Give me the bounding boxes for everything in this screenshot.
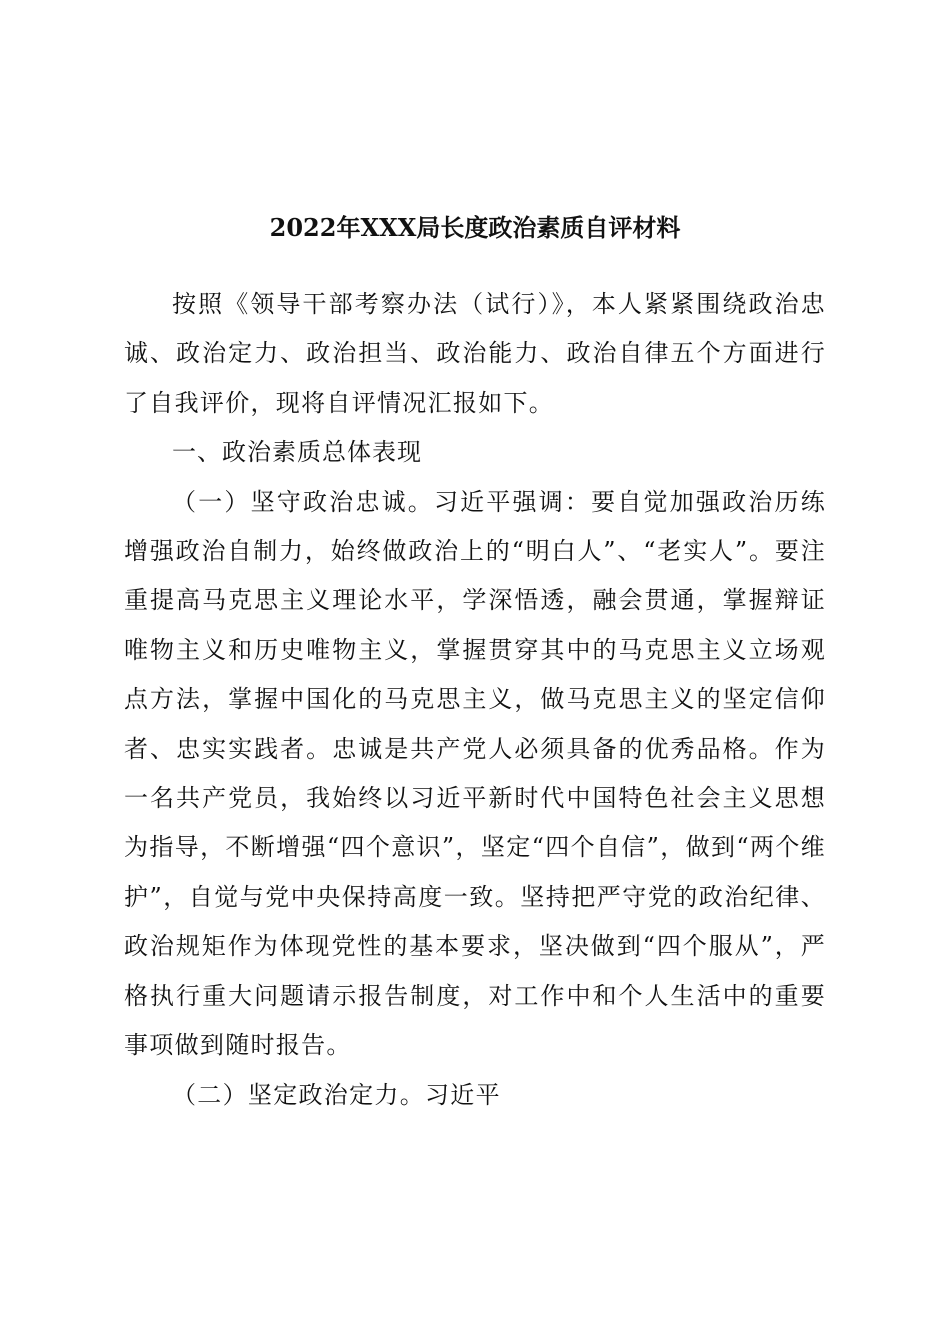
subsection-2-paragraph: （二）坚定政治定力。习近平 [172,1080,501,1109]
document-title: 2022年XXX局长度政治素质自评材料 [269,213,681,242]
subsection-1-paragraph: （一）坚守政治忠诚。习近平强调：要自觉加强政治历练增强政治自制力，始终做政治上的“明白人”、“老实人”。要注重提高马克思主义理论水平，学深悟透，融会贯通，掌握辩证唯物主义和历史唯物主义，掌握贯穿其中的马克思主义立场观点方法，掌握中国化的马克思主义，做马克思主义的坚定信仰者、忠实实践者。忠诚是共产党人必须具备的优秀品格。作为一名共产党员，我始终以习近平新时代中国特色社会主义思想为指导，不断增强“四个意识”，坚定“四个自信”，做到“两个维护”，自觉与党中央保持高度一致。坚持把严守党的政治纪律、政治规矩作为体现党性的基本要求，坚决做到“四个服从”，严格执行重大问题请示报告制度，对工作中和个人生活中的重要事项做到随时报告。 [124,487,826,1060]
document-body [124,280,826,1120]
intro-paragraph: 按照《领导干部考察办法（试行）》，本人紧紧围绕政治忠诚、政治定力、政治担当、政治能力、政治自律五个方面进行了自我评价，现将自评情况汇报如下。 [124,290,826,417]
section-heading: 一、政治素质总体表现 [172,438,422,467]
